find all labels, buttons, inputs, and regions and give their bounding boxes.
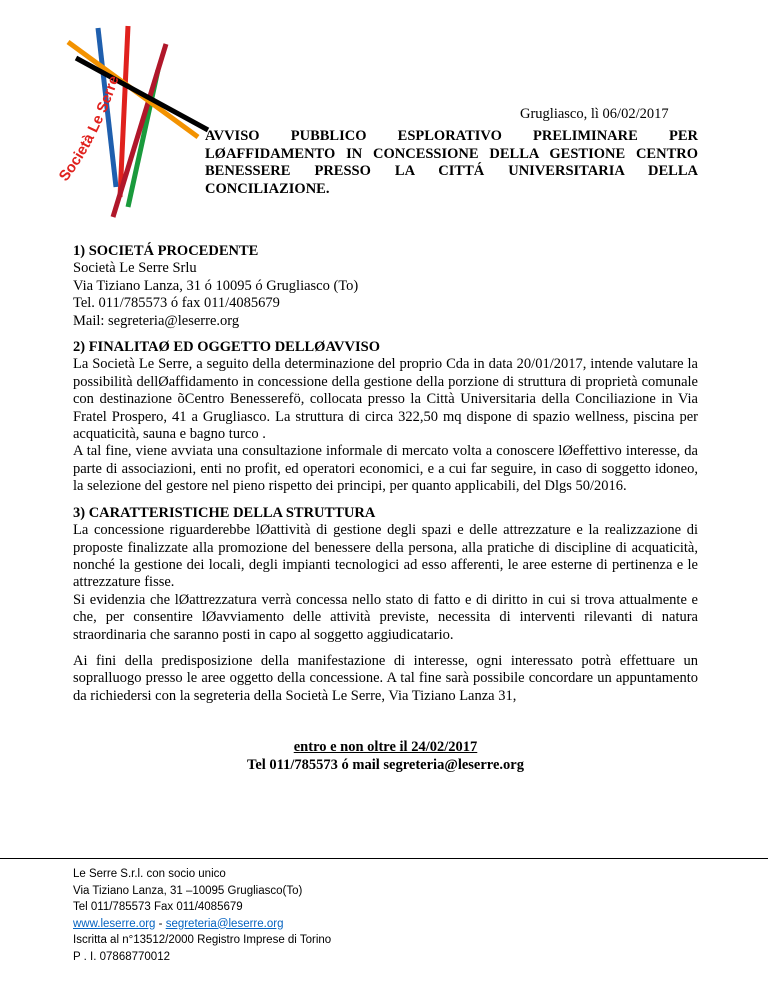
section1-heading: 1) SOCIETÁ PROCEDENTE xyxy=(73,243,259,259)
title-line: BENESSERE PRESSO LA CITTÁ UNIVERSITARIA DELLA xyxy=(205,163,698,179)
footer-company: Le Serre S.r.l. con socio unico xyxy=(73,868,226,880)
footer-address: Via Tiziano Lanza, 31 –10095 Grugliasco(To) xyxy=(73,884,303,897)
title-line: CONCILIAZIONE. xyxy=(205,180,330,197)
section2-paragraph: La Società Le Serre, a seguito della determinazione del proprio Cda in data 20/01/2017, intende valutare la possibilità dellØaffidamento in concessione della gestione della porzione di struttura di proprietà comunale con destinazione õCentro Benesserefö, collocata presso la Città Universitaria della Conciliazione in Via Fratel Prospero, 41 a Grugliasco. La struttura di circa 322,50 mq dispone di spazio wellness, piscina per acquaticità, sauna e bagno turco . xyxy=(73,356,698,443)
date-line: Grugliasco, lì 06/02/2017 xyxy=(520,106,669,122)
deadline-date: entro e non oltre il 24/02/2017 xyxy=(293,739,478,756)
company-address: Via Tiziano Lanza, 31 ó 10095 ó Grugliasco (To) xyxy=(73,277,359,294)
section3-paragraph: Si evidenzia che lØattrezzatura verrà concessa nello stato di fatto e di diritto in cui si trova attualmente e che, per consentire lØavviamento delle attività previste, necessita di interventi rilevanti di natura straordinaria che saranno posti in capo al soggetto aggiudicatario. xyxy=(73,591,698,643)
company-mail: Mail: segreteria@leserre.org xyxy=(73,312,240,329)
section2-paragraph: A tal fine, viene avviata una consultazione informale di mercato volta a conoscere lØeffettivo interesse, da parte di associazioni, enti no profit, ed operatori economici, e a cui far seguire, in caso di soggetto idoneo, la selezione del gestore nel pieno rispetto dei principi, per quanto applicabili, del Dlgs 50/2016. xyxy=(73,443,698,495)
document-body xyxy=(73,243,698,774)
title-line: LØAFFIDAMENTO IN CONCESSIONE DELLA GESTIONE CENTRO xyxy=(205,145,698,162)
website-link[interactable]: www.leserre.org xyxy=(73,917,156,930)
footer-divider xyxy=(0,858,768,859)
deadline-block xyxy=(73,739,698,774)
footer-vat: P . I. 07868770012 xyxy=(73,950,170,963)
footer-registry: Iscritta al n°13512/2000 Registro Imprese di Torino xyxy=(73,934,332,946)
company-phone: Tel. 011/785573 ó fax 011/4085679 xyxy=(73,295,280,312)
document-title xyxy=(205,128,698,198)
deadline-contact: Tel 011/785573 ó mail segreteria@leserre.org xyxy=(247,756,524,773)
company-name: Società Le Serre Srlu xyxy=(73,260,197,277)
footer xyxy=(73,866,331,965)
section3-paragraph: La concessione riguarderebbe lØattività di gestione degli spazi e delle attrezzature e la realizzazione di proposte finalizzate alla promozione del benessere della persona, alla pratiche di discipline di acquaticità, nonché la gestione dei locali, degli impianti tecnologici ad esso afferenti, le aree esterne di pertinenza e le attrezzature fisse. xyxy=(73,522,698,591)
company-logo xyxy=(58,22,218,222)
footer-phone: Tel 011/785573 Fax 011/4085679 xyxy=(73,901,243,913)
link-separator: - xyxy=(155,917,166,930)
email-link[interactable]: segreteria@leserre.org xyxy=(165,917,284,930)
footer-links xyxy=(73,916,331,933)
section2-heading: 2) FINALITAØ ED OGGETTO DELLØAVVISO xyxy=(73,339,380,356)
section3-paragraph: Ai fini della predisposizione della manifestazione di interesse, ogni interessato potrà effettuare un sopralluogo presso le aree oggetto della concessione. A tal fine sarà possibile concordare un appuntamento da richiedersi con la segreteria della Società Le Serre, Via Tiziano Lanza 31, xyxy=(73,652,698,704)
logo-text: ocietà Le Serre xyxy=(61,73,123,177)
section3-heading: 3) CARATTERISTICHE DELLA STRUTTURA xyxy=(73,504,376,521)
title-line: AVVISO PUBBLICO ESPLORATIVO PRELIMINARE PER xyxy=(205,128,698,144)
